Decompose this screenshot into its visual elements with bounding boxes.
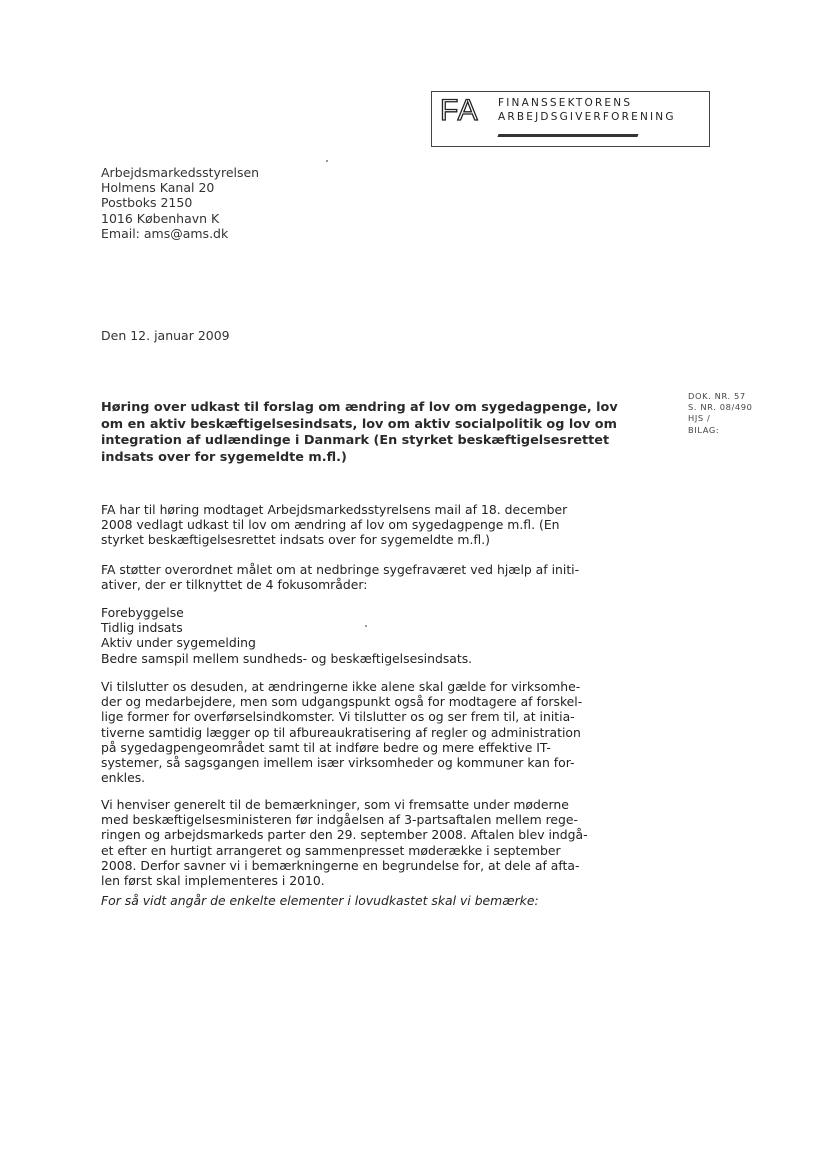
address-line: Email: ams@ams.dk: [101, 225, 229, 241]
fa-logo: [431, 91, 710, 147]
address-line: Postboks 2150: [101, 195, 193, 211]
list-item: Tidlig indsats: [101, 620, 183, 636]
reference-line: DOK. NR. 57: [688, 391, 746, 401]
paragraph-endorsement: [101, 679, 582, 785]
subject-line: om en aktiv beskæftigelsesindsats, lov om aktiv socialpolitik og lov om: [101, 416, 617, 432]
text-line: Vi tilslutter os desuden, at ændringerne ikke alene skal gælde for virksomhe-: [101, 679, 581, 694]
subject-line: integration af udlændinge i Danmark (En styrket beskæftigelsesrettet: [101, 433, 610, 448]
text-line: Vi henviser generelt til de bemærkninger, som vi fremsatte under møderne: [101, 797, 569, 812]
subject-line: Høring over udkast til forslag om ændring af lov om sygedagpenge, lov: [101, 400, 618, 415]
scan-speck: [326, 160, 328, 162]
paragraph-intro: [101, 502, 567, 548]
reference-line: HJS /: [688, 413, 711, 424]
subject-line: indsats over for sygemeldte m.fl.): [101, 449, 347, 465]
text-line: med beskæftigelsesministeren før indgåelsen af 3-partsaftalen mellem rege-: [101, 812, 578, 828]
text-line: der og medarbejdere, men som udgangspunkt også for modtagere af forskel-: [101, 694, 583, 710]
subject-heading: [101, 400, 661, 466]
address-line: Arbejdsmarkedsstyrelsen: [101, 165, 260, 180]
logo-line-1: FINANSSEKTORENS: [498, 97, 633, 109]
text-line: FA har til høring modtaget Arbejdsmarkedsstyrelsens mail af 18. december: [101, 502, 568, 517]
logo-mark: FA: [440, 94, 479, 127]
paragraph-support: [101, 562, 579, 592]
text-line: systemer, så sagsgangen imellem især virksomheder og kommuner kan for-: [101, 755, 575, 771]
recipient-address: [101, 165, 259, 241]
paragraph-remarks: [101, 797, 588, 888]
text-line: 2008. Derfor savner vi i bemærkningerne en begrundelse for, at dele af afta-: [101, 857, 580, 873]
reference-line: S. NR. 08/490: [688, 402, 753, 413]
letter-date: Den 12. januar 2009: [101, 328, 230, 343]
closing-line: For så vidt angår de enkelte elementer i lovudkastet skal vi bemærke:: [101, 893, 539, 908]
text-line: len først skal implementeres i 2010.: [101, 873, 325, 889]
address-line: 1016 København K: [101, 210, 220, 226]
text-line: 2008 vedlagt udkast til lov om ændring af lov om sygedagpenge m.fl. (En: [101, 517, 560, 533]
logo-underline: [497, 134, 638, 137]
list-item: Bedre samspil mellem sundheds- og beskæftigelsesindsats.: [101, 650, 473, 666]
text-line: styrket beskæftigelsesrettet indsats over for sygemeldte m.fl.): [101, 532, 490, 548]
text-line: et efter en hurtigt arrangeret og sammenpresset møderække i september: [101, 842, 561, 858]
list-item: Forebyggelse: [101, 605, 184, 620]
text-line: ringen og arbejdsmarkeds parter den 29. september 2008. Aftalen blev indgå-: [101, 827, 588, 843]
text-line: ativer, der er tilknyttet de 4 fokusområder:: [101, 577, 368, 593]
logo-line-2: ARBEJDSGIVERFORENING: [498, 111, 676, 123]
text-line: enkles.: [101, 770, 146, 786]
reference-line: BILAG:: [688, 424, 720, 435]
text-line: på sygedagpengeområdet samt til at indføre bedre og mere effektive IT-: [101, 739, 551, 755]
focus-area-list: [101, 605, 472, 666]
document-reference: [688, 391, 752, 436]
text-line: FA støtter overordnet målet om at nedbringe sygefraværet ved hjælp af initi-: [101, 562, 580, 577]
text-line: lige former for overførselsindkomster. Vi tilslutter os og ser frem til, at initia-: [101, 709, 575, 725]
list-item: Aktiv under sygemelding: [101, 635, 256, 651]
text-line: tiverne samtidig lægger op til afbureaukratisering af regler og administration: [101, 724, 581, 740]
address-line: Holmens Kanal 20: [101, 180, 215, 196]
